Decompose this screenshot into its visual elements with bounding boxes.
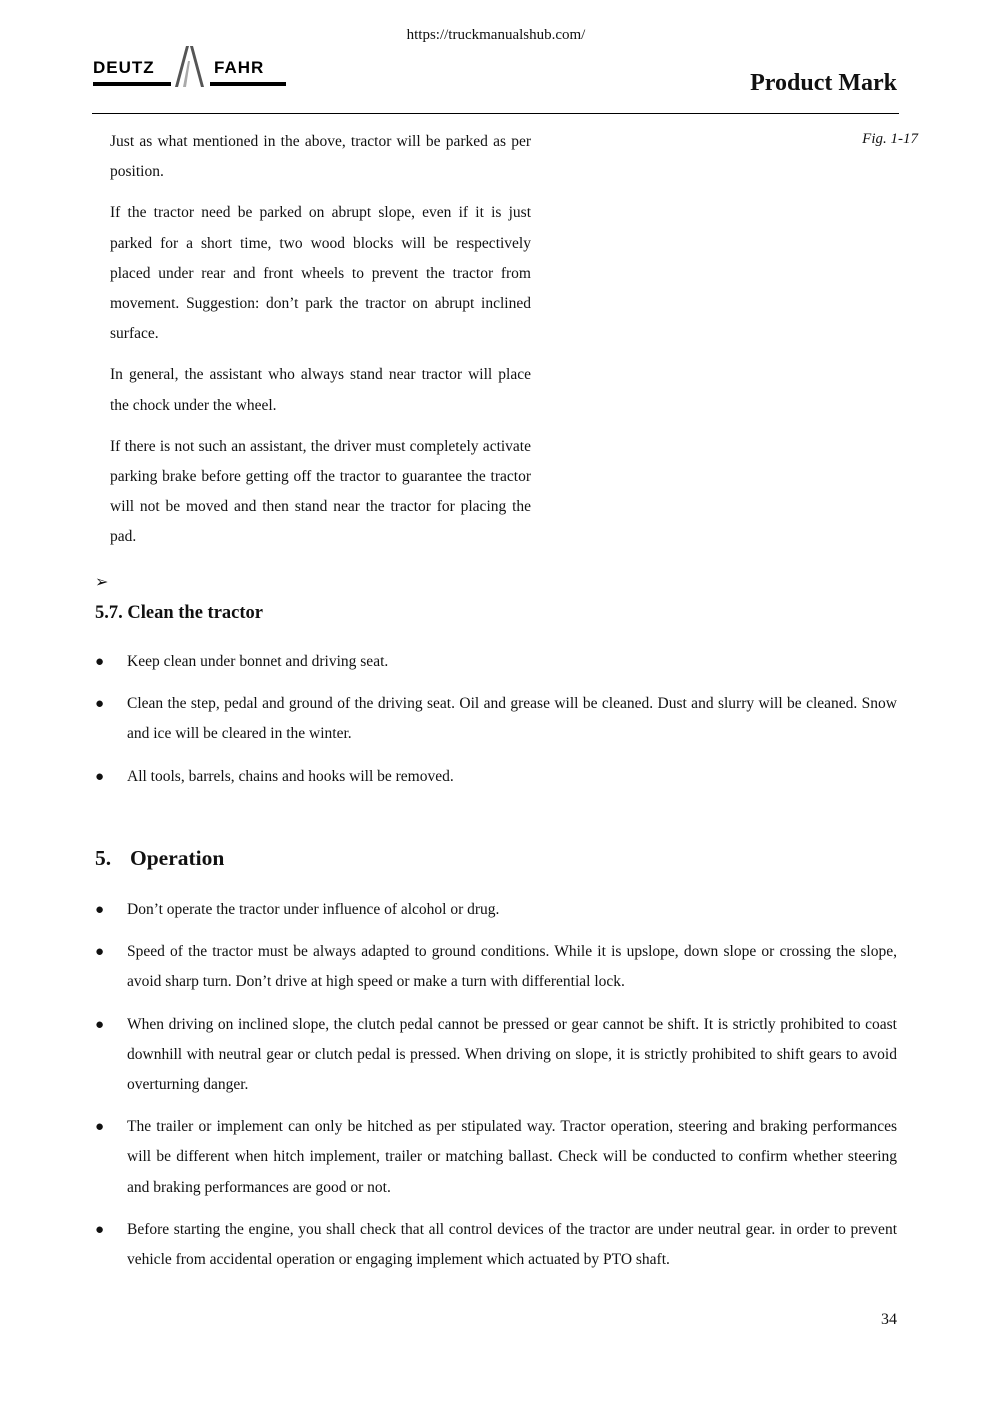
bullet-icon: ●	[95, 944, 105, 961]
paragraph: If there is not such an assistant, the driver must completely activate parking brake before getting off the tractor to guarantee the tractor will not be moved and then stand near the tractor for placing the pad.	[110, 437, 531, 546]
list-item-text: When driving on inclined slope, the clutch pedal cannot be pressed or gear cannot be shift. It is strictly prohibited to coast downhill with neutral gear or clutch pedal is pressed. When driving on slope, it is strictly prohibited to shift gears to avoid overturning danger.	[127, 1015, 897, 1094]
paragraph: Just as what mentioned in the above, tractor will be parked as per position.	[110, 133, 531, 181]
list-item-text: Before starting the engine, you shall check that all control devices of the tractor are under neutral gear. in order to prevent vehicle from accidental operation or engaging implement which actuated by PTO shaft.	[127, 1220, 897, 1269]
page-number: 34	[881, 1311, 897, 1328]
list-item-text: The trailer or implement can only be hitched as per stipulated way. Tractor operation, steering and braking performances will be different when hitch implement, trailer or matching ballast. Check will be conducted to confirm whether steering and braking performances are good or not.	[127, 1118, 897, 1196]
list-item-text: Clean the step, pedal and ground of the driving seat. Oil and grease will be cleaned. Dust and slurry will be cleaned. Snow and ice will be cleared in the winter.	[127, 695, 897, 743]
page-header-title: Product Mark	[750, 70, 897, 96]
deutz-fahr-logo	[93, 43, 288, 89]
parking-text-column	[110, 127, 531, 564]
subsection-title: 5.7. Clean the tractor	[95, 603, 263, 623]
paragraph: In general, the assistant who always stand near tractor will place the chock under the wheel.	[110, 366, 531, 414]
paragraph: If the tractor need be parked on abrupt slope, even if it is just parked for a short time, two wood blocks will be respectively placed under rear and front wheels to prevent the tractor from movement. Suggestion: don’t park the tractor on abrupt inclined surface.	[110, 204, 531, 343]
list-item	[95, 1215, 897, 1275]
cleaning-list	[95, 647, 897, 804]
list-item-text: All tools, barrels, chains and hooks will be removed.	[127, 767, 454, 785]
bullet-icon: ●	[95, 1016, 105, 1033]
section-heading	[95, 846, 224, 871]
source-url: https://truckmanualshub.com/	[406, 27, 586, 43]
bullet-icon: ●	[95, 1221, 105, 1238]
list-item	[95, 895, 897, 925]
list-item	[95, 1010, 897, 1101]
operation-list	[95, 895, 897, 1287]
list-item-text: Don’t operate the tractor under influence of alcohol or drug.	[127, 901, 500, 918]
bullet-icon: ●	[95, 902, 105, 918]
bullet-icon: ●	[95, 654, 105, 670]
list-item	[95, 689, 897, 749]
list-item	[95, 647, 897, 677]
header-divider	[92, 113, 899, 114]
section-number: 5.	[95, 846, 112, 870]
section-title: Operation	[130, 846, 225, 870]
figure-label: Fig. 1-17	[862, 131, 918, 147]
list-item-text: Keep clean under bonnet and driving seat.	[127, 653, 389, 670]
arrow-bullet-icon: ➢	[95, 574, 109, 591]
bullet-icon: ●	[95, 696, 105, 713]
list-item	[95, 937, 897, 997]
list-item	[95, 1112, 897, 1203]
list-item	[95, 762, 897, 792]
logo-text-fahr: FAHR	[214, 58, 265, 77]
bullet-icon: ●	[95, 768, 105, 785]
logo-text-deutz: DEUTZ	[93, 58, 155, 77]
list-item-text: Speed of the tractor must be always adapted to ground conditions. While it is upslope, down slope or crossing the slope, avoid sharp turn. Don’t drive at high speed or make a turn with differential lock.	[127, 943, 897, 991]
bullet-icon: ●	[95, 1119, 105, 1136]
